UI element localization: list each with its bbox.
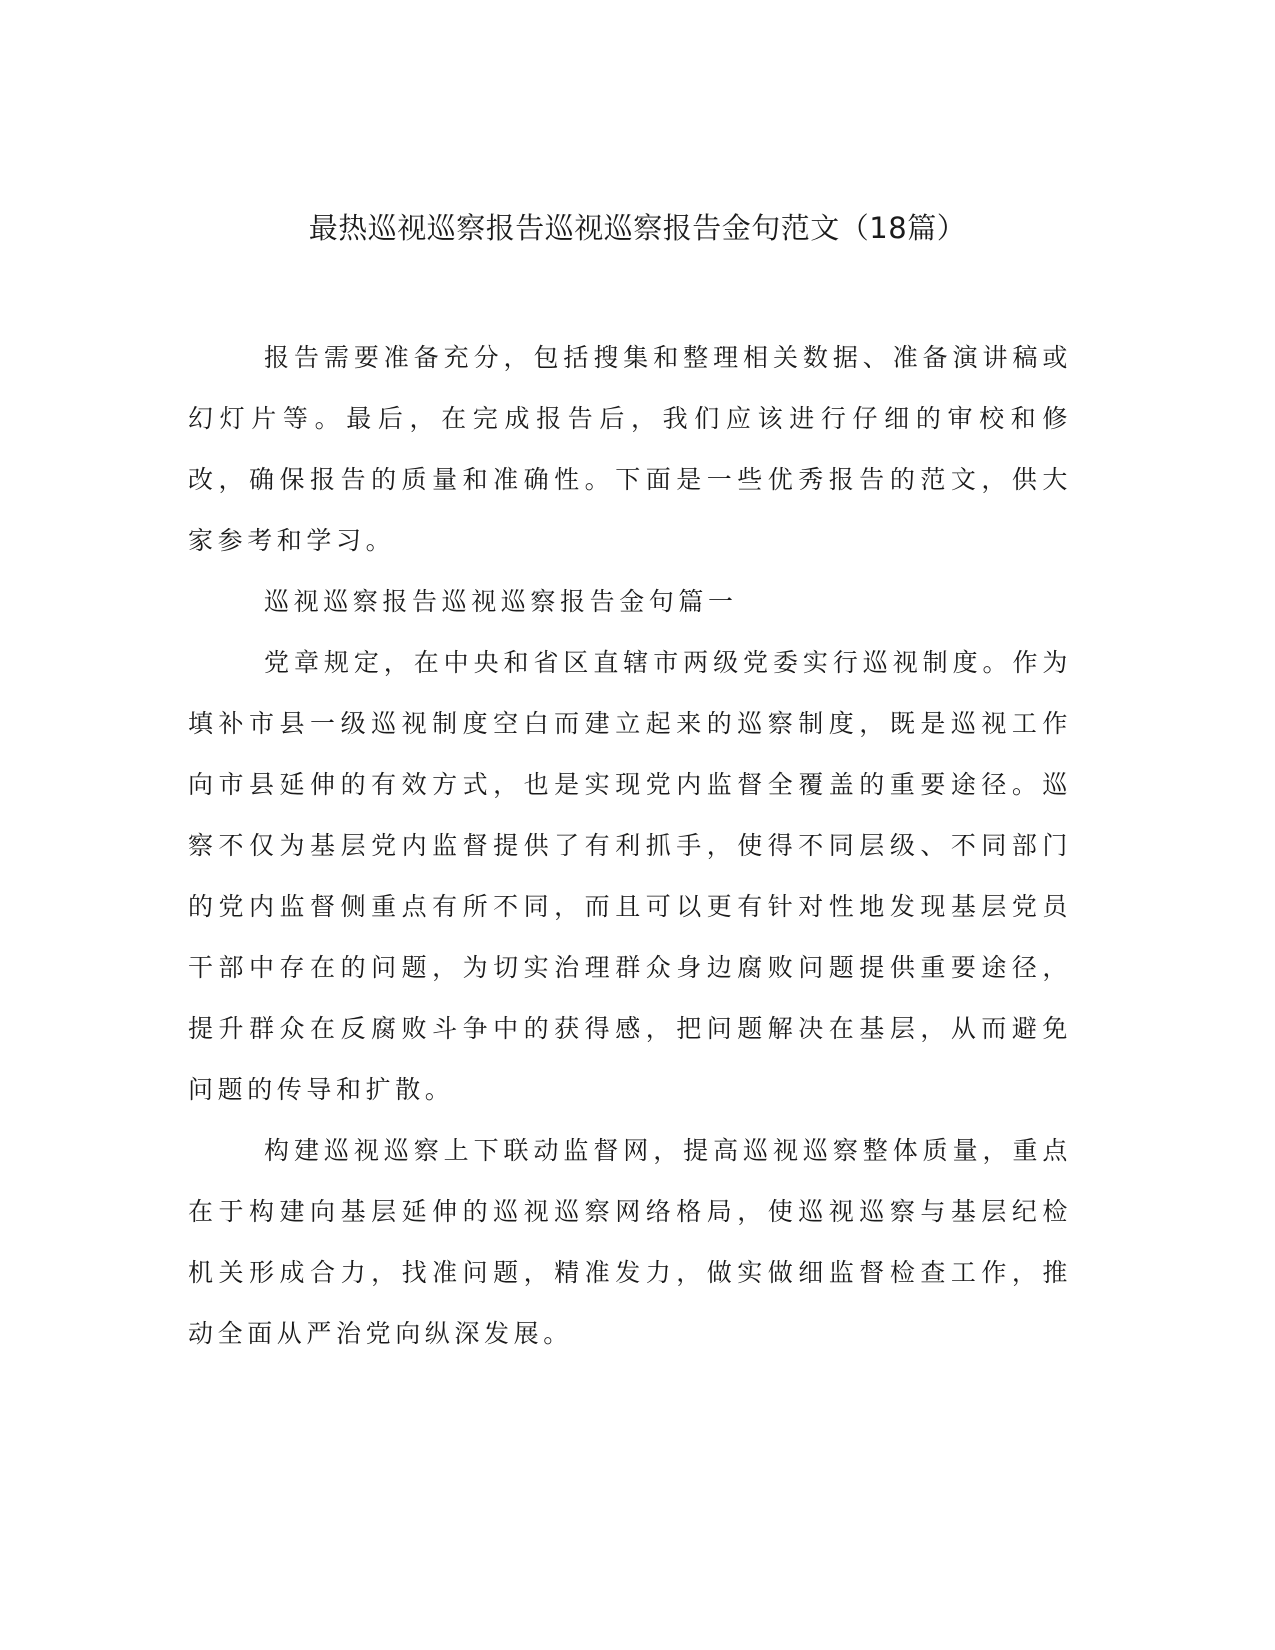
document-body	[188, 327, 1072, 1364]
body-paragraph: 党章规定，在中央和省区直辖市两级党委实行巡视制度。作为填补市县一级巡视制度空白而建立起来的巡察制度，既是巡视工作向市县延伸的有效方式，也是实现党内监督全覆盖的重要途径。巡察不仅为基层党内监督提供了有利抓手，使得不同层级、不同部门的党内监督侧重点有所不同，而且可以更有针对性地发现基层党员干部中存在的问题，为切实治理群众身边腐败问题提供重要途径，提升群众在反腐败斗争中的获得感，把问题解决在基层，从而避免问题的传导和扩散。	[188, 648, 1072, 1104]
intro-paragraph: 报告需要准备充分，包括搜集和整理相关数据、准备演讲稿或幻灯片等。最后，在完成报告后，我们应该进行仔细的审校和修改，确保报告的质量和准确性。下面是一些优秀报告的范文，供大家参考和学习。	[188, 343, 1072, 555]
body-paragraph: 构建巡视巡察上下联动监督网，提高巡视巡察整体质量，重点在于构建向基层延伸的巡视巡察网络格局，使巡视巡察与基层纪检机关形成合力，找准问题，精准发力，做实做细监督检查工作，推动全面从严治党向纵深发展。	[188, 1136, 1072, 1348]
document-title: 最热巡视巡察报告巡视巡察报告金句范文（18篇）	[308, 211, 967, 245]
section-heading: 巡视巡察报告巡视巡察报告金句篇一	[264, 587, 738, 616]
